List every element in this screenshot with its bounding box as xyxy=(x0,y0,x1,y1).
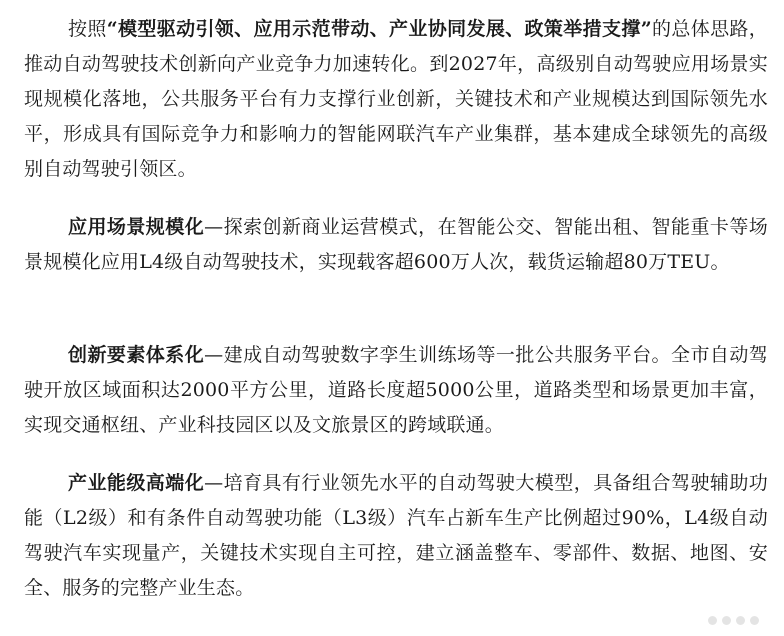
paragraph-body: 的总体思路，推动自动驾驶技术创新向产业竞争力加速转化。到2027年，高级别自动驾驶应用场景实现规模化落地，公共服务平台有力支撑行业创新，关键技术和产业规模达到国际领先水平，形成具有国际竞争力和影响力的智能网联汽车产业集群，基本建成全球领先的高级别自动驾驶引领区。 xyxy=(24,18,768,180)
watermark-dot xyxy=(722,616,731,625)
paragraph-body: —培育具有行业领先水平的自动驾驶大模型，具备组合驾驶辅助功能（L2级）和有条件自动驾驶功能（L3级）汽车占新车生产比例超过90%，L4级自动驾驶汽车实现量产，关键技术实现自主可控，建立涵盖整车、零部件、数据、地图、安全、服务的完整产业生态。 xyxy=(24,472,768,599)
watermark-dots xyxy=(708,610,774,630)
paragraph-lead: 创新要素体系化 xyxy=(68,344,205,366)
paragraph-lead: “模型驱动引领、应用示范带动、产业协同发展、政策举措支撑” xyxy=(106,18,652,40)
paragraph-lead: 应用场景规模化 xyxy=(68,216,205,238)
watermark-dot xyxy=(750,616,759,625)
watermark-dot xyxy=(708,616,717,625)
paragraph-innovation-elements xyxy=(24,338,768,443)
paragraph-body: —建成自动驾驶数字孪生训练场等一批公共服务平台。全市自动驾驶开放区域面积达2000平方公里，道路长度超5000公里，道路类型和场景更加丰富，实现交通枢纽、产业科技园区以及文旅景区的跨域联通。 xyxy=(24,344,768,436)
watermark-dot xyxy=(736,616,745,625)
paragraph-application-scenarios xyxy=(24,210,768,280)
paragraph-industry-level xyxy=(24,466,768,606)
paragraph-prefix: 按照 xyxy=(68,18,107,40)
paragraph-body: —探索创新商业运营模式，在智能公交、智能出租、智能重卡等场景规模化应用L4级自动驾驶技术，实现载客超600万人次，载货运输超80万TEU。 xyxy=(24,216,768,273)
paragraph-lead: 产业能级高端化 xyxy=(68,472,205,494)
paragraph-overall-approach xyxy=(24,12,768,187)
